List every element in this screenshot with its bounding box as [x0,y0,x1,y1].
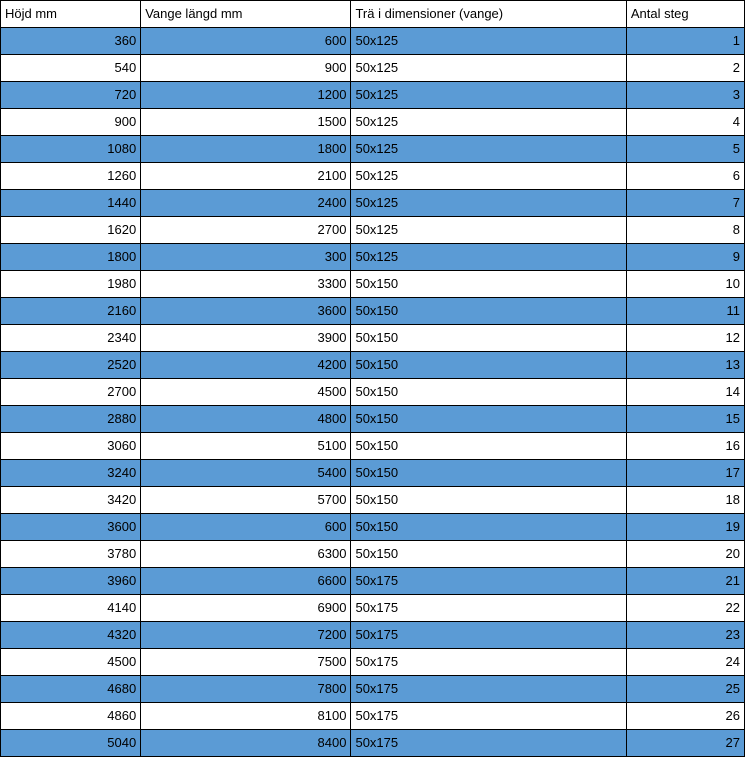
cell-height: 720 [1,82,141,109]
cell-height: 1800 [1,244,141,271]
table-row [1,136,745,163]
cell-height: 3600 [1,514,141,541]
cell-height: 360 [1,28,141,55]
cell-timber-dimensions: 50x175 [351,676,626,703]
cell-timber-dimensions: 50x125 [351,217,626,244]
table-row [1,379,745,406]
cell-stringer-length: 6600 [141,568,351,595]
cell-height: 4500 [1,649,141,676]
cell-height: 2520 [1,352,141,379]
cell-stringer-length: 4200 [141,352,351,379]
table-row [1,514,745,541]
cell-step-count: 11 [626,298,744,325]
table-row [1,676,745,703]
cell-stringer-length: 3600 [141,298,351,325]
cell-step-count: 7 [626,190,744,217]
column-header-stringer-length: Vange längd mm [141,1,351,28]
cell-stringer-length: 300 [141,244,351,271]
cell-height: 900 [1,109,141,136]
cell-height: 1080 [1,136,141,163]
table-row [1,433,745,460]
table-body [1,28,745,757]
cell-stringer-length: 6300 [141,541,351,568]
cell-timber-dimensions: 50x125 [351,190,626,217]
cell-timber-dimensions: 50x125 [351,244,626,271]
cell-stringer-length: 5400 [141,460,351,487]
cell-step-count: 2 [626,55,744,82]
column-header-step-count: Antal steg [626,1,744,28]
cell-timber-dimensions: 50x150 [351,514,626,541]
cell-step-count: 19 [626,514,744,541]
cell-timber-dimensions: 50x150 [351,298,626,325]
cell-height: 4680 [1,676,141,703]
cell-height: 1260 [1,163,141,190]
cell-stringer-length: 2700 [141,217,351,244]
cell-step-count: 10 [626,271,744,298]
cell-stringer-length: 7500 [141,649,351,676]
cell-timber-dimensions: 50x125 [351,28,626,55]
table-row [1,406,745,433]
table-row [1,730,745,757]
cell-step-count: 24 [626,649,744,676]
cell-timber-dimensions: 50x125 [351,109,626,136]
column-header-timber-dimensions: Trä i dimensioner (vange) [351,1,626,28]
table-row [1,460,745,487]
cell-timber-dimensions: 50x150 [351,460,626,487]
table-header [1,1,745,28]
table-row [1,55,745,82]
cell-stringer-length: 1200 [141,82,351,109]
cell-step-count: 25 [626,676,744,703]
table-row [1,28,745,55]
cell-stringer-length: 8400 [141,730,351,757]
cell-height: 2160 [1,298,141,325]
cell-step-count: 12 [626,325,744,352]
cell-height: 4140 [1,595,141,622]
cell-height: 5040 [1,730,141,757]
cell-height: 1440 [1,190,141,217]
cell-stringer-length: 7200 [141,622,351,649]
table-row [1,163,745,190]
cell-step-count: 14 [626,379,744,406]
cell-timber-dimensions: 50x150 [351,487,626,514]
table-header-row [1,1,745,28]
table-row [1,568,745,595]
cell-stringer-length: 1500 [141,109,351,136]
table-row [1,622,745,649]
cell-timber-dimensions: 50x150 [351,352,626,379]
cell-step-count: 18 [626,487,744,514]
column-header-height: Höjd mm [1,1,141,28]
cell-stringer-length: 2400 [141,190,351,217]
table-row [1,217,745,244]
cell-timber-dimensions: 50x150 [351,406,626,433]
cell-stringer-length: 600 [141,28,351,55]
cell-step-count: 6 [626,163,744,190]
cell-timber-dimensions: 50x150 [351,433,626,460]
table-row [1,541,745,568]
cell-timber-dimensions: 50x125 [351,136,626,163]
cell-step-count: 4 [626,109,744,136]
cell-timber-dimensions: 50x125 [351,163,626,190]
cell-step-count: 22 [626,595,744,622]
table-row [1,487,745,514]
cell-timber-dimensions: 50x175 [351,649,626,676]
cell-stringer-length: 7800 [141,676,351,703]
cell-step-count: 8 [626,217,744,244]
cell-height: 3960 [1,568,141,595]
cell-height: 3060 [1,433,141,460]
cell-step-count: 21 [626,568,744,595]
cell-timber-dimensions: 50x175 [351,568,626,595]
cell-stringer-length: 900 [141,55,351,82]
cell-step-count: 20 [626,541,744,568]
cell-height: 2700 [1,379,141,406]
table-row [1,352,745,379]
cell-timber-dimensions: 50x175 [351,730,626,757]
cell-step-count: 15 [626,406,744,433]
cell-step-count: 1 [626,28,744,55]
table-row [1,244,745,271]
cell-height: 3240 [1,460,141,487]
cell-stringer-length: 3300 [141,271,351,298]
cell-height: 1980 [1,271,141,298]
table-row [1,595,745,622]
cell-stringer-length: 3900 [141,325,351,352]
cell-height: 1620 [1,217,141,244]
cell-height: 3780 [1,541,141,568]
cell-stringer-length: 5700 [141,487,351,514]
cell-stringer-length: 4500 [141,379,351,406]
cell-timber-dimensions: 50x175 [351,595,626,622]
cell-step-count: 17 [626,460,744,487]
cell-stringer-length: 6900 [141,595,351,622]
cell-timber-dimensions: 50x150 [351,379,626,406]
cell-timber-dimensions: 50x175 [351,703,626,730]
cell-step-count: 13 [626,352,744,379]
cell-timber-dimensions: 50x125 [351,82,626,109]
cell-timber-dimensions: 50x175 [351,622,626,649]
cell-stringer-length: 5100 [141,433,351,460]
cell-stringer-length: 8100 [141,703,351,730]
table-row [1,649,745,676]
cell-stringer-length: 2100 [141,163,351,190]
cell-height: 4320 [1,622,141,649]
cell-step-count: 26 [626,703,744,730]
table-row [1,109,745,136]
cell-timber-dimensions: 50x150 [351,541,626,568]
table-row [1,703,745,730]
cell-timber-dimensions: 50x150 [351,271,626,298]
cell-height: 3420 [1,487,141,514]
table-row [1,82,745,109]
cell-step-count: 27 [626,730,744,757]
cell-step-count: 23 [626,622,744,649]
table-row [1,271,745,298]
cell-stringer-length: 1800 [141,136,351,163]
cell-height: 4860 [1,703,141,730]
cell-step-count: 9 [626,244,744,271]
cell-timber-dimensions: 50x125 [351,55,626,82]
cell-step-count: 3 [626,82,744,109]
cell-stringer-length: 4800 [141,406,351,433]
cell-height: 2340 [1,325,141,352]
cell-step-count: 5 [626,136,744,163]
table-row [1,325,745,352]
cell-height: 540 [1,55,141,82]
cell-height: 2880 [1,406,141,433]
cell-stringer-length: 600 [141,514,351,541]
cell-timber-dimensions: 50x150 [351,325,626,352]
table-row [1,298,745,325]
table-row [1,190,745,217]
cell-step-count: 16 [626,433,744,460]
